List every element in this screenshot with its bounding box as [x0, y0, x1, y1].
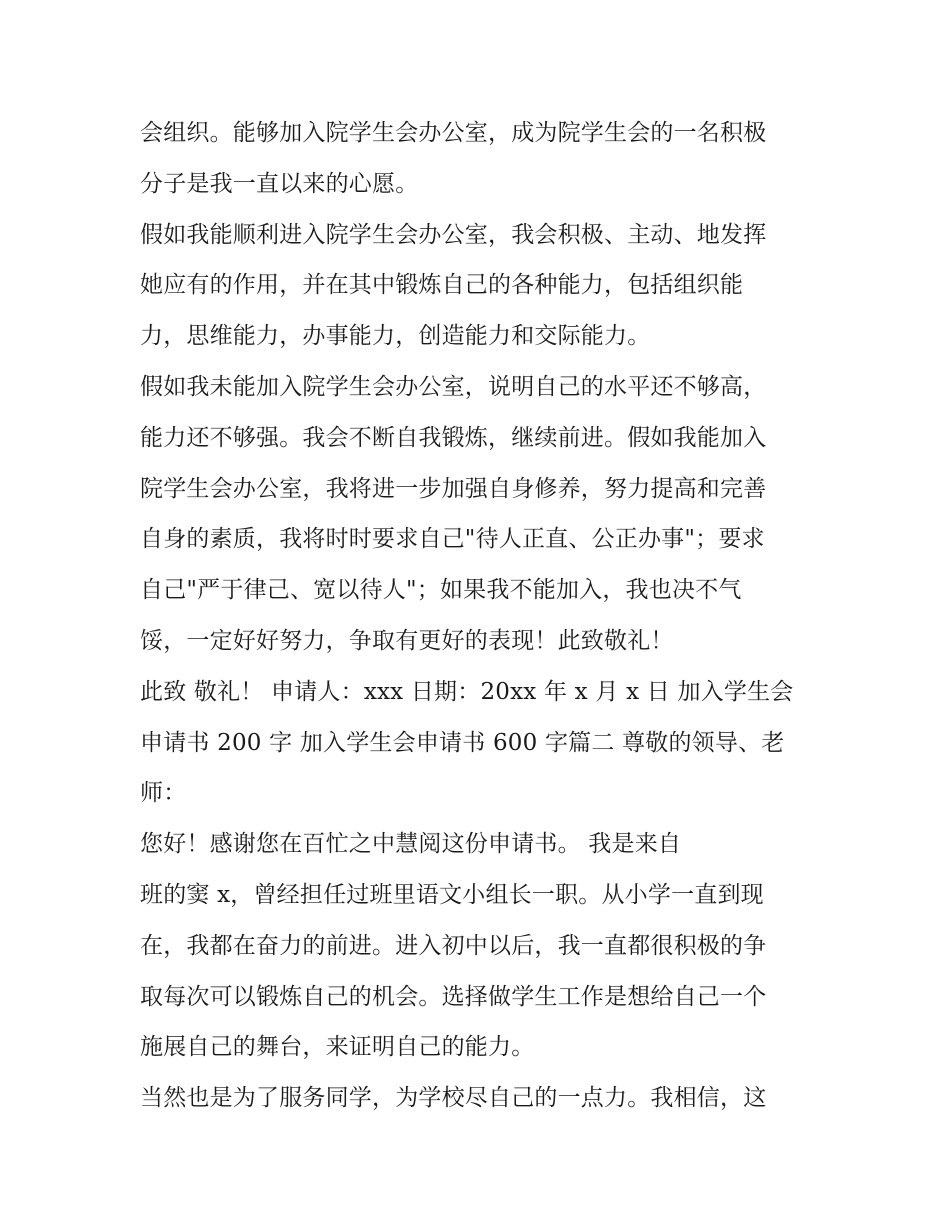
text-line: 您好！感谢您在百忙之中慧阅这份申请书。 我是来自 — [140, 831, 682, 858]
text-line: 力，思维能力，办事能力，创造能力和交际能力。 — [140, 323, 651, 350]
text-line: 申请书 200 字 加入学生会申请书 600 字篇二 尊敬的领导、老 — [140, 729, 785, 756]
text-line: 师： — [140, 780, 187, 807]
text-line: 取每次可以锻炼自己的机会。选择做学生工作是想给自己一个 — [140, 983, 767, 1010]
text-line: 自己"严于律己、宽以待人"；如果我不能加入，我也决不气 — [140, 577, 742, 604]
text-line: 会组织。能够加入院学生会办公室，成为院学生会的一名积极 — [140, 120, 767, 146]
text-line: 在，我都在奋力的前进。进入初中以后，我一直都很积极的争 — [140, 932, 767, 959]
text-line: 分子是我一直以来的心愿。 — [140, 170, 419, 197]
document-body — [140, 108, 820, 1124]
text-line: 当然也是为了服务同学，为学校尽自己的一点力。我相信，这 — [140, 1085, 767, 1112]
text-line: 她应有的作用，并在其中锻炼自己的各种能力，包括组织能 — [140, 272, 744, 299]
text-line: 班的窦 x，曾经担任过班里语文小组长一职。从小学一直到现 — [140, 881, 764, 908]
text-line: 院学生会办公室，我将进一步加强自身修养，努力提高和完善 — [140, 475, 767, 502]
text-line: 假如我能顺利进入院学生会办公室，我会积极、主动、地发挥 — [140, 221, 767, 248]
text-line: 施展自己的舞台，来证明自己的能力。 — [140, 1034, 535, 1061]
text-line: 自身的素质，我将时时要求自己"待人正直、公正办事"；要求 — [140, 526, 765, 553]
text-line: 能力还不够强。我会不断自我锻炼，继续前进。假如我能加入 — [140, 424, 767, 451]
text-line: 此致 敬礼！ 申请人：xxx 日期：20xx 年 x 月 x 日 加入学生会 — [140, 678, 794, 705]
text-line: 馁，一定好好努力，争取有更好的表现！此致敬礼！ — [140, 627, 674, 654]
text-line: 假如我未能加入院学生会办公室，说明自己的水平还不够高， — [140, 373, 767, 400]
